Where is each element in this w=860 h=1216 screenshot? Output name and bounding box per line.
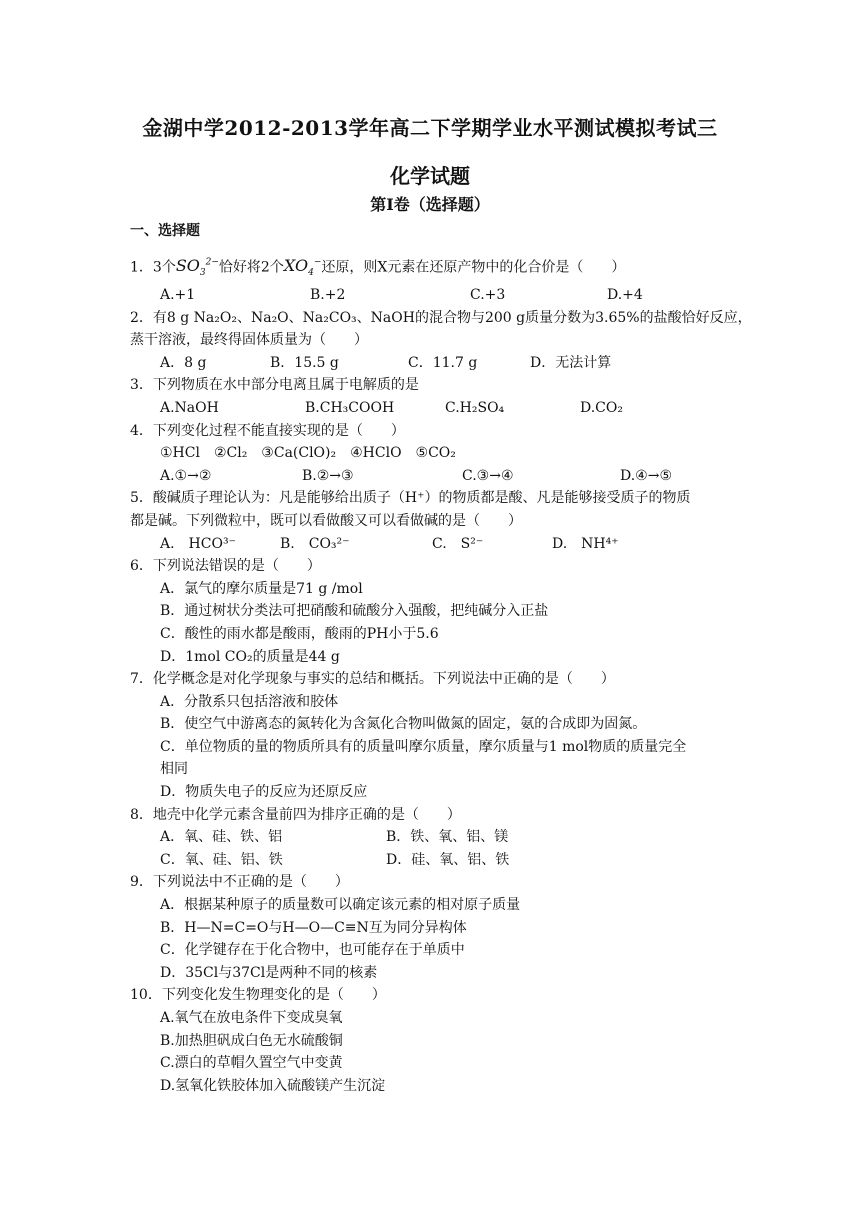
- option-d: D．物质失电子的反应为还原反应: [160, 784, 368, 801]
- option-b: B. CO₃²⁻: [280, 535, 350, 552]
- option-a: A.①→②: [160, 467, 212, 484]
- option-a: A. HCO³⁻: [160, 535, 236, 552]
- option-b: B．使空气中游离态的氮转化为含氮化合物叫做氮的固定，氨的合成即为固氮。: [160, 716, 647, 733]
- option-b: B．铁、氧、铝、镁: [386, 829, 509, 846]
- question-8-options-row2: [130, 849, 740, 872]
- option-a: A.+1: [160, 287, 196, 303]
- option-b: B.+2: [310, 287, 346, 303]
- option-b: B．H—N=C=O与H—O—C≡N互为同分异构体: [160, 919, 467, 936]
- q1-mid: 恰好将2个: [218, 259, 284, 276]
- section-heading: 一、选择题: [130, 223, 200, 239]
- question-4-items: ①HCl ②Cl₂ ③Ca(ClO)₂ ④HClO ⑤CO₂: [160, 445, 456, 462]
- option-a: A．8 g: [160, 354, 207, 371]
- option-c: C.H₂SO₄: [445, 399, 505, 416]
- option-d: D.氢氧化铁胶体加入硫酸镁产生沉淀: [160, 1077, 386, 1094]
- q1-post: 还原，则X元素在还原产物中的化合价是（ ）: [321, 259, 626, 276]
- question-5-stem-cont: 都是碱。下列微粒中，既可以看做酸又可以看做碱的是（ ）: [130, 512, 522, 529]
- exam-subtitle: 化学试题: [390, 164, 470, 188]
- option-a: A．根据某种原子的质量数可以确定该元素的相对原子质量: [160, 897, 521, 914]
- option-d: D.④→⑤: [620, 467, 673, 484]
- option-d: D.+4: [607, 287, 643, 303]
- question-9-stem: 9．下列说法中不正确的是（ ）: [130, 874, 349, 891]
- option-d: D．35Cl与37Cl是两种不同的核素: [160, 964, 378, 981]
- option-d: D. NH⁴⁺: [552, 535, 619, 552]
- question-list: [130, 248, 752, 1097]
- question-4-options: [130, 465, 740, 488]
- option-d: D.CO₂: [580, 399, 623, 416]
- option-c: C.漂白的草帽久置空气中变黄: [160, 1055, 343, 1072]
- sulfite-ion: $SO_3^{2-}$: [175, 256, 219, 279]
- question-5-options: [130, 533, 740, 556]
- xo4-ion: $XO_4^-$: [283, 256, 322, 279]
- part-heading: 第Ⅰ卷（选择题）: [370, 195, 490, 214]
- option-c: C．酸性的雨水都是酸雨，酸雨的PH小于5.6: [160, 625, 439, 642]
- option-d: D．无法计算: [530, 354, 612, 371]
- option-c-cont: 相同: [160, 761, 188, 778]
- question-3-options: [130, 397, 740, 420]
- option-a: A.氧气在放电条件下变成臭氧: [160, 1010, 343, 1026]
- option-a: A．氧、硅、铁、铝: [160, 829, 283, 846]
- option-c: C．11.7 g: [408, 354, 478, 371]
- option-c: C．单位物质的量的物质所具有的质量叫摩尔质量，摩尔质量与1 mol物质的质量完全: [160, 738, 687, 755]
- option-a: A.NaOH: [160, 399, 219, 416]
- question-8-options-row1: [130, 826, 740, 849]
- exam-title: 金湖中学2012-2013学年高二下学期学业水平测试模拟考试三: [142, 116, 718, 140]
- option-a: A．分散系只包括溶液和胶体: [160, 693, 339, 710]
- question-2-stem-cont: 蒸干溶液，最终得固体质量为（ ）: [130, 332, 368, 349]
- option-b: B．15.5 g: [270, 354, 339, 371]
- option-b: B.CH₃COOH: [305, 399, 395, 416]
- question-2-options: [130, 352, 740, 375]
- option-b: B.加热胆矾成白色无水硫酸铜: [160, 1032, 343, 1049]
- option-c: C．化学键存在于化合物中，也可能存在于单质中: [160, 942, 465, 959]
- option-b: B.②→③: [302, 467, 354, 484]
- option-c: C.+3: [470, 287, 506, 303]
- question-6-stem: 6．下列说法错误的是（ ）: [130, 558, 321, 575]
- option-c: C．氧、硅、铝、铁: [160, 851, 283, 868]
- question-5-stem: 5．酸碱质子理论认为：凡是能够给出质子（H⁺）的物质都是酸、凡是能够接受质子的物质: [130, 490, 691, 507]
- question-8-stem: 8．地壳中化学元素含量前四为排序正确的是（ ）: [130, 806, 461, 823]
- option-c: C.③→④: [462, 467, 514, 484]
- option-c: C. S²⁻: [432, 535, 484, 552]
- option-a: A．氯气的摩尔质量是71 g /mol: [160, 580, 363, 597]
- option-b: B．通过树状分类法可把硝酸和硫酸分入强酸，把纯碱分入正盐: [160, 603, 549, 620]
- question-7-stem: 7．化学概念是对化学现象与事实的总结和概括。下列说法中正确的是（ ）: [130, 671, 615, 688]
- option-d: D．硅、氧、铝、铁: [386, 851, 510, 868]
- question-3-stem: 3．下列物质在水中部分电离且属于电解质的是: [130, 377, 419, 394]
- option-d: D．1mol CO₂的质量是44 g: [160, 648, 340, 665]
- question-1-options: [130, 284, 740, 307]
- question-10-stem: 10．下列变化发生物理变化的是（ ）: [130, 987, 386, 1004]
- question-1-stem: [130, 248, 740, 278]
- question-2-stem: 2．有8 g Na₂O₂、Na₂O、Na₂CO₃、NaOH的混合物与200 g质量分数为3.65%的盐酸恰好反应，: [130, 309, 752, 326]
- question-4-stem: 4．下列变化过程不能直接实现的是（ ）: [130, 422, 405, 439]
- q1-pre: 1．3个: [130, 259, 176, 276]
